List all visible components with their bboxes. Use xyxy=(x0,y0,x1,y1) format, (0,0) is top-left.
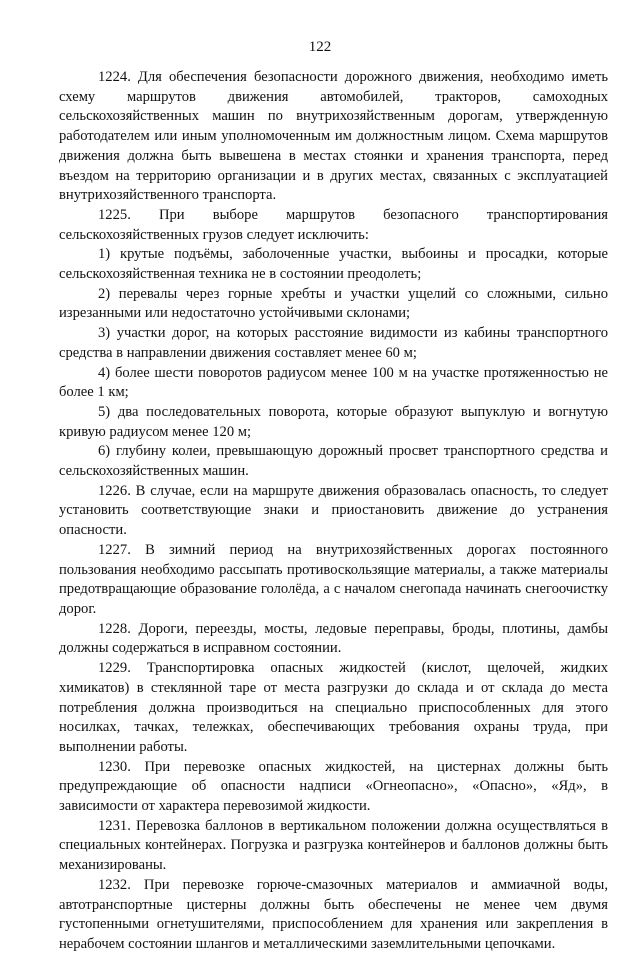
paragraph-1225: 1225. При выборе маршрутов безопасного транспортирования сельскохозяйственных грузов следует исключить: xyxy=(59,206,608,243)
paragraph-1228: 1228. Дороги, переезды, мосты, ледовые переправы, броды, плотины, дамбы должны содержаться в исправном состоянии. xyxy=(59,620,608,657)
paragraph-1231: 1231. Перевозка баллонов в вертикальном положении должна осуществляться в специальных контейнерах. Погрузка и разгрузка контейнеров и баллонов должны быть механизированы. xyxy=(59,817,608,874)
list-item-3: 3) участки дорог, на которых расстояние видимости из кабины транспортного средства в направлении движения составляет менее 60 м; xyxy=(59,325,608,361)
list-item-2: 2) перевалы через горные хребты и участки ущелий со сложными, сильно изрезанными или недостаточно устойчивыми склонами; xyxy=(59,285,608,322)
paragraph-1229: 1229. Транспортировка опасных жидкостей (кислот, щелочей, жидких химикатов) в стеклянной таре от места разгрузки до склада и от склада до места потребления должна производиться на специально приспособленных для этого носилках, тачках, тележках, обеспечивающих требования охраны труда, при выполнении работы. xyxy=(59,660,608,755)
list-item-5: 5) два последовательных поворота, которые образуют выпуклую и вогнутую кривую радиусом менее 120 м; xyxy=(59,403,608,440)
list-item-1: 1) крутые подъёмы, заболоченные участки, выбоины и просадки, которые сельскохозяйственная техника не в состоянии преодолеть; xyxy=(59,246,608,283)
list-item-6: 6) глубину колеи, превышающую дорожный просвет транспортного средства и сельскохозяйственных машин. xyxy=(59,443,608,480)
paragraph-1230: 1230. При перевозке опасных жидкостей, на цистернах должны быть предупреждающие об опасности надписи «Огнеопасно», «Опасно», «Яд», в зависимости от характера перевозимой жидкости. xyxy=(59,758,608,815)
paragraph-1232: 1232. При перевозке горюче-смазочных материалов и аммиачной воды, автотранспортные цистерны должны быть обеспечены не менее чем двумя густопенными огнетушителями, приспособлением для хранения или закрепления в нерабочем состоянии шлангов и металлическими заземлительными цепочками. xyxy=(59,876,608,952)
page-number: 122 xyxy=(308,39,332,55)
paragraph-1226: 1226. В случае, если на маршруте движения образовалась опасность, то следует установить соответствующие знаки и приостановить движение до устранения опасности. xyxy=(59,482,608,539)
paragraph-1227: 1227. В зимний период на внутрихозяйственных дорогах постоянного пользования необходимо рассыпать противоскользящие материалы, а также материалы предотвращающие образование гололёда, а с началом снегопада начинать снегоочистку дорог. xyxy=(59,541,608,617)
document-body xyxy=(59,68,608,955)
paragraph-1224: 1224. Для обеспечения безопасности дорожного движения, необходимо иметь схему маршрутов движения автомобилей, тракторов, самоходных сельскохозяйственных машин по внутрихозяйственным дорогам, утвержденную работодателем или иным уполномоченным им должностным лицом. Схема маршрутов движения должна быть вывешена в местах стоянки и хранения транспорта, перед въездом на территорию организации и в других местах, связанных с эксплуатацией внутрихозяйственного транспорта. xyxy=(59,69,608,204)
list-item-4: 4) более шести поворотов радиусом менее 100 м на участке протяженностью не более 1 км; xyxy=(59,364,608,401)
